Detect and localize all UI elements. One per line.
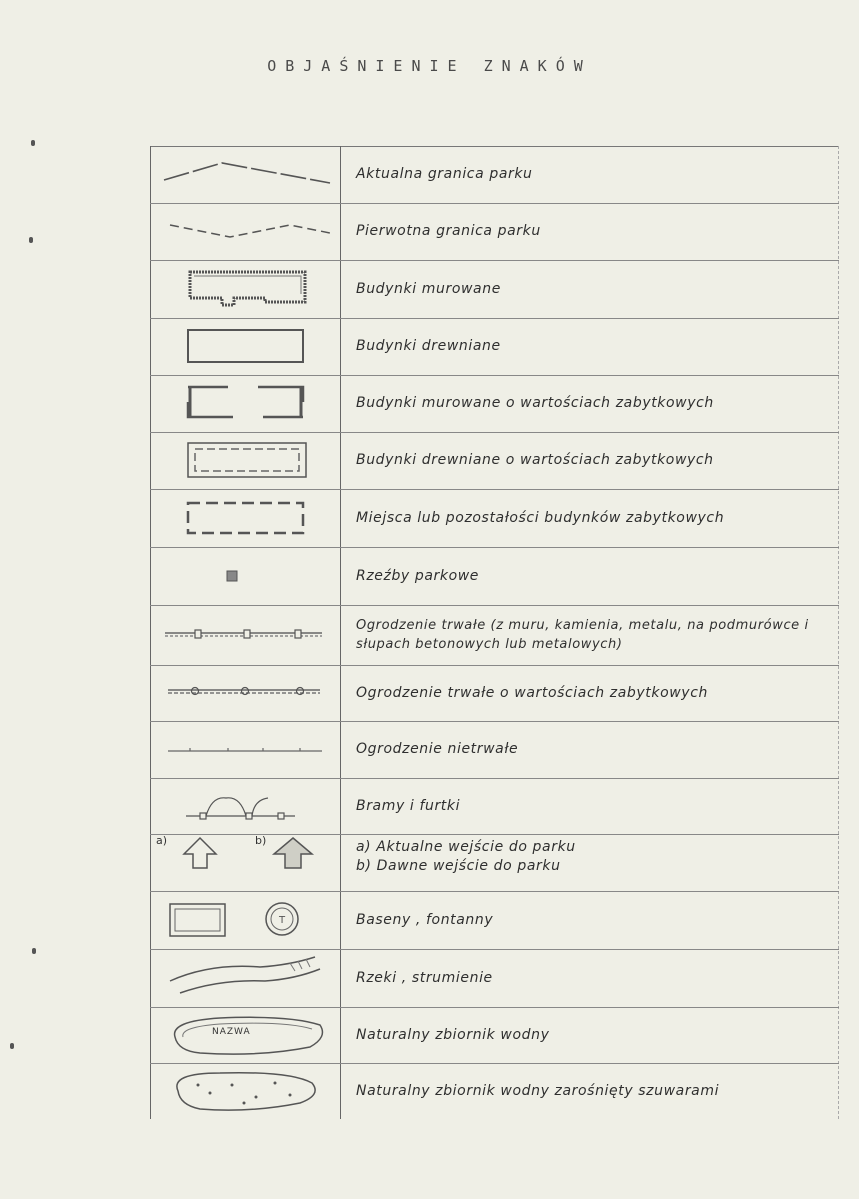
legend-label: Rzeźby parkowe [356, 567, 480, 584]
gate-symbol [150, 778, 340, 834]
legend-label: Pierwotna granica parku [356, 223, 541, 239]
svg-text:T: T [278, 915, 286, 926]
legend-label: Budynki drewniane [356, 338, 501, 354]
legend-row-natural-water-body [150, 1007, 839, 1064]
legend-row-historic-permanent-fence [150, 665, 839, 722]
margin-mark [10, 1043, 14, 1049]
legend-label: Budynki murowane o wartościach zabytkowych [356, 395, 714, 411]
margin-mark [32, 948, 36, 954]
legend-label-group [356, 834, 831, 895]
building-remains-symbol [150, 489, 340, 547]
water-body-name-label: NAZWA [212, 1027, 251, 1037]
wooden-building-symbol [150, 318, 340, 375]
historic-fence-symbol [150, 665, 340, 721]
legend-row-original-park-boundary [150, 203, 839, 261]
legend-row-historic-brick-buildings [150, 375, 839, 433]
permanent-fence-symbol [150, 605, 340, 665]
legend-row-rivers-streams [150, 949, 839, 1008]
legend-label: Ogrodzenie trwałe (z muru, kamienia, metalu, na podmurówce i słupach betonowych lub metalowych) [356, 618, 809, 652]
legend-label: Ogrodzenie nietrwałe [356, 741, 519, 757]
historic-brick-building-symbol [150, 375, 340, 432]
margin-mark [31, 140, 35, 146]
sculpture-symbol [150, 547, 340, 605]
legend-label: Naturalny zbiornik wodny zarośnięty szuwarami [356, 1082, 720, 1099]
legend-row-historic-building-remains [150, 489, 839, 548]
legend-row-permanent-fence [150, 605, 839, 666]
current-boundary-symbol [150, 146, 340, 203]
water-body-symbol [150, 1007, 340, 1063]
temporary-fence-symbol [150, 721, 340, 778]
river-symbol [150, 949, 340, 1007]
legend-row-pools-fountains [150, 891, 839, 950]
legend-row-gates [150, 778, 839, 835]
legend-label: Budynki murowane [356, 280, 501, 297]
legend-row-wooden-buildings [150, 318, 839, 376]
legend-label: Aktualna granica parku [356, 166, 533, 182]
legend-row-park-sculptures [150, 547, 839, 606]
legend-label: Miejsca lub pozostałości budynków zabytkowych [356, 509, 725, 526]
legend-row-temporary-fence [150, 721, 839, 779]
brick-building-symbol [150, 260, 340, 318]
legend-row-current-park-boundary [150, 146, 839, 204]
legend-label: Baseny , fontanny [356, 911, 494, 928]
legend-row-brick-buildings [150, 260, 839, 319]
legend-label: Bramy i furtki [356, 797, 461, 814]
legend-label-b: b) Dawne wejście do parku [356, 858, 561, 874]
overgrown-water-body-symbol [150, 1063, 340, 1119]
margin-mark [29, 237, 33, 243]
original-boundary-symbol [150, 203, 340, 260]
label-b: b) [255, 834, 267, 847]
legend-row-overgrown-water-body [150, 1063, 839, 1119]
legend-table [150, 146, 839, 1119]
page-title: OBJAŚNIENIE ZNAKÓW [267, 57, 592, 75]
legend-label: Naturalny zbiornik wodny [356, 1026, 550, 1043]
label-a: a) [156, 834, 168, 847]
legend-row-historic-wooden-buildings [150, 432, 839, 490]
entrance-symbols [150, 834, 340, 891]
legend-label: Ogrodzenie trwałe o wartościach zabytkowych [356, 684, 708, 701]
legend-label: Rzeki , strumienie [356, 969, 493, 986]
pool-fountain-symbols [150, 891, 340, 949]
legend-row-park-entrances [150, 834, 839, 892]
legend-label-a: a) Aktualne wejście do parku [356, 839, 576, 855]
historic-wooden-building-symbol [150, 432, 340, 489]
legend-label: Budynki drewniane o wartościach zabytkowych [356, 452, 714, 468]
